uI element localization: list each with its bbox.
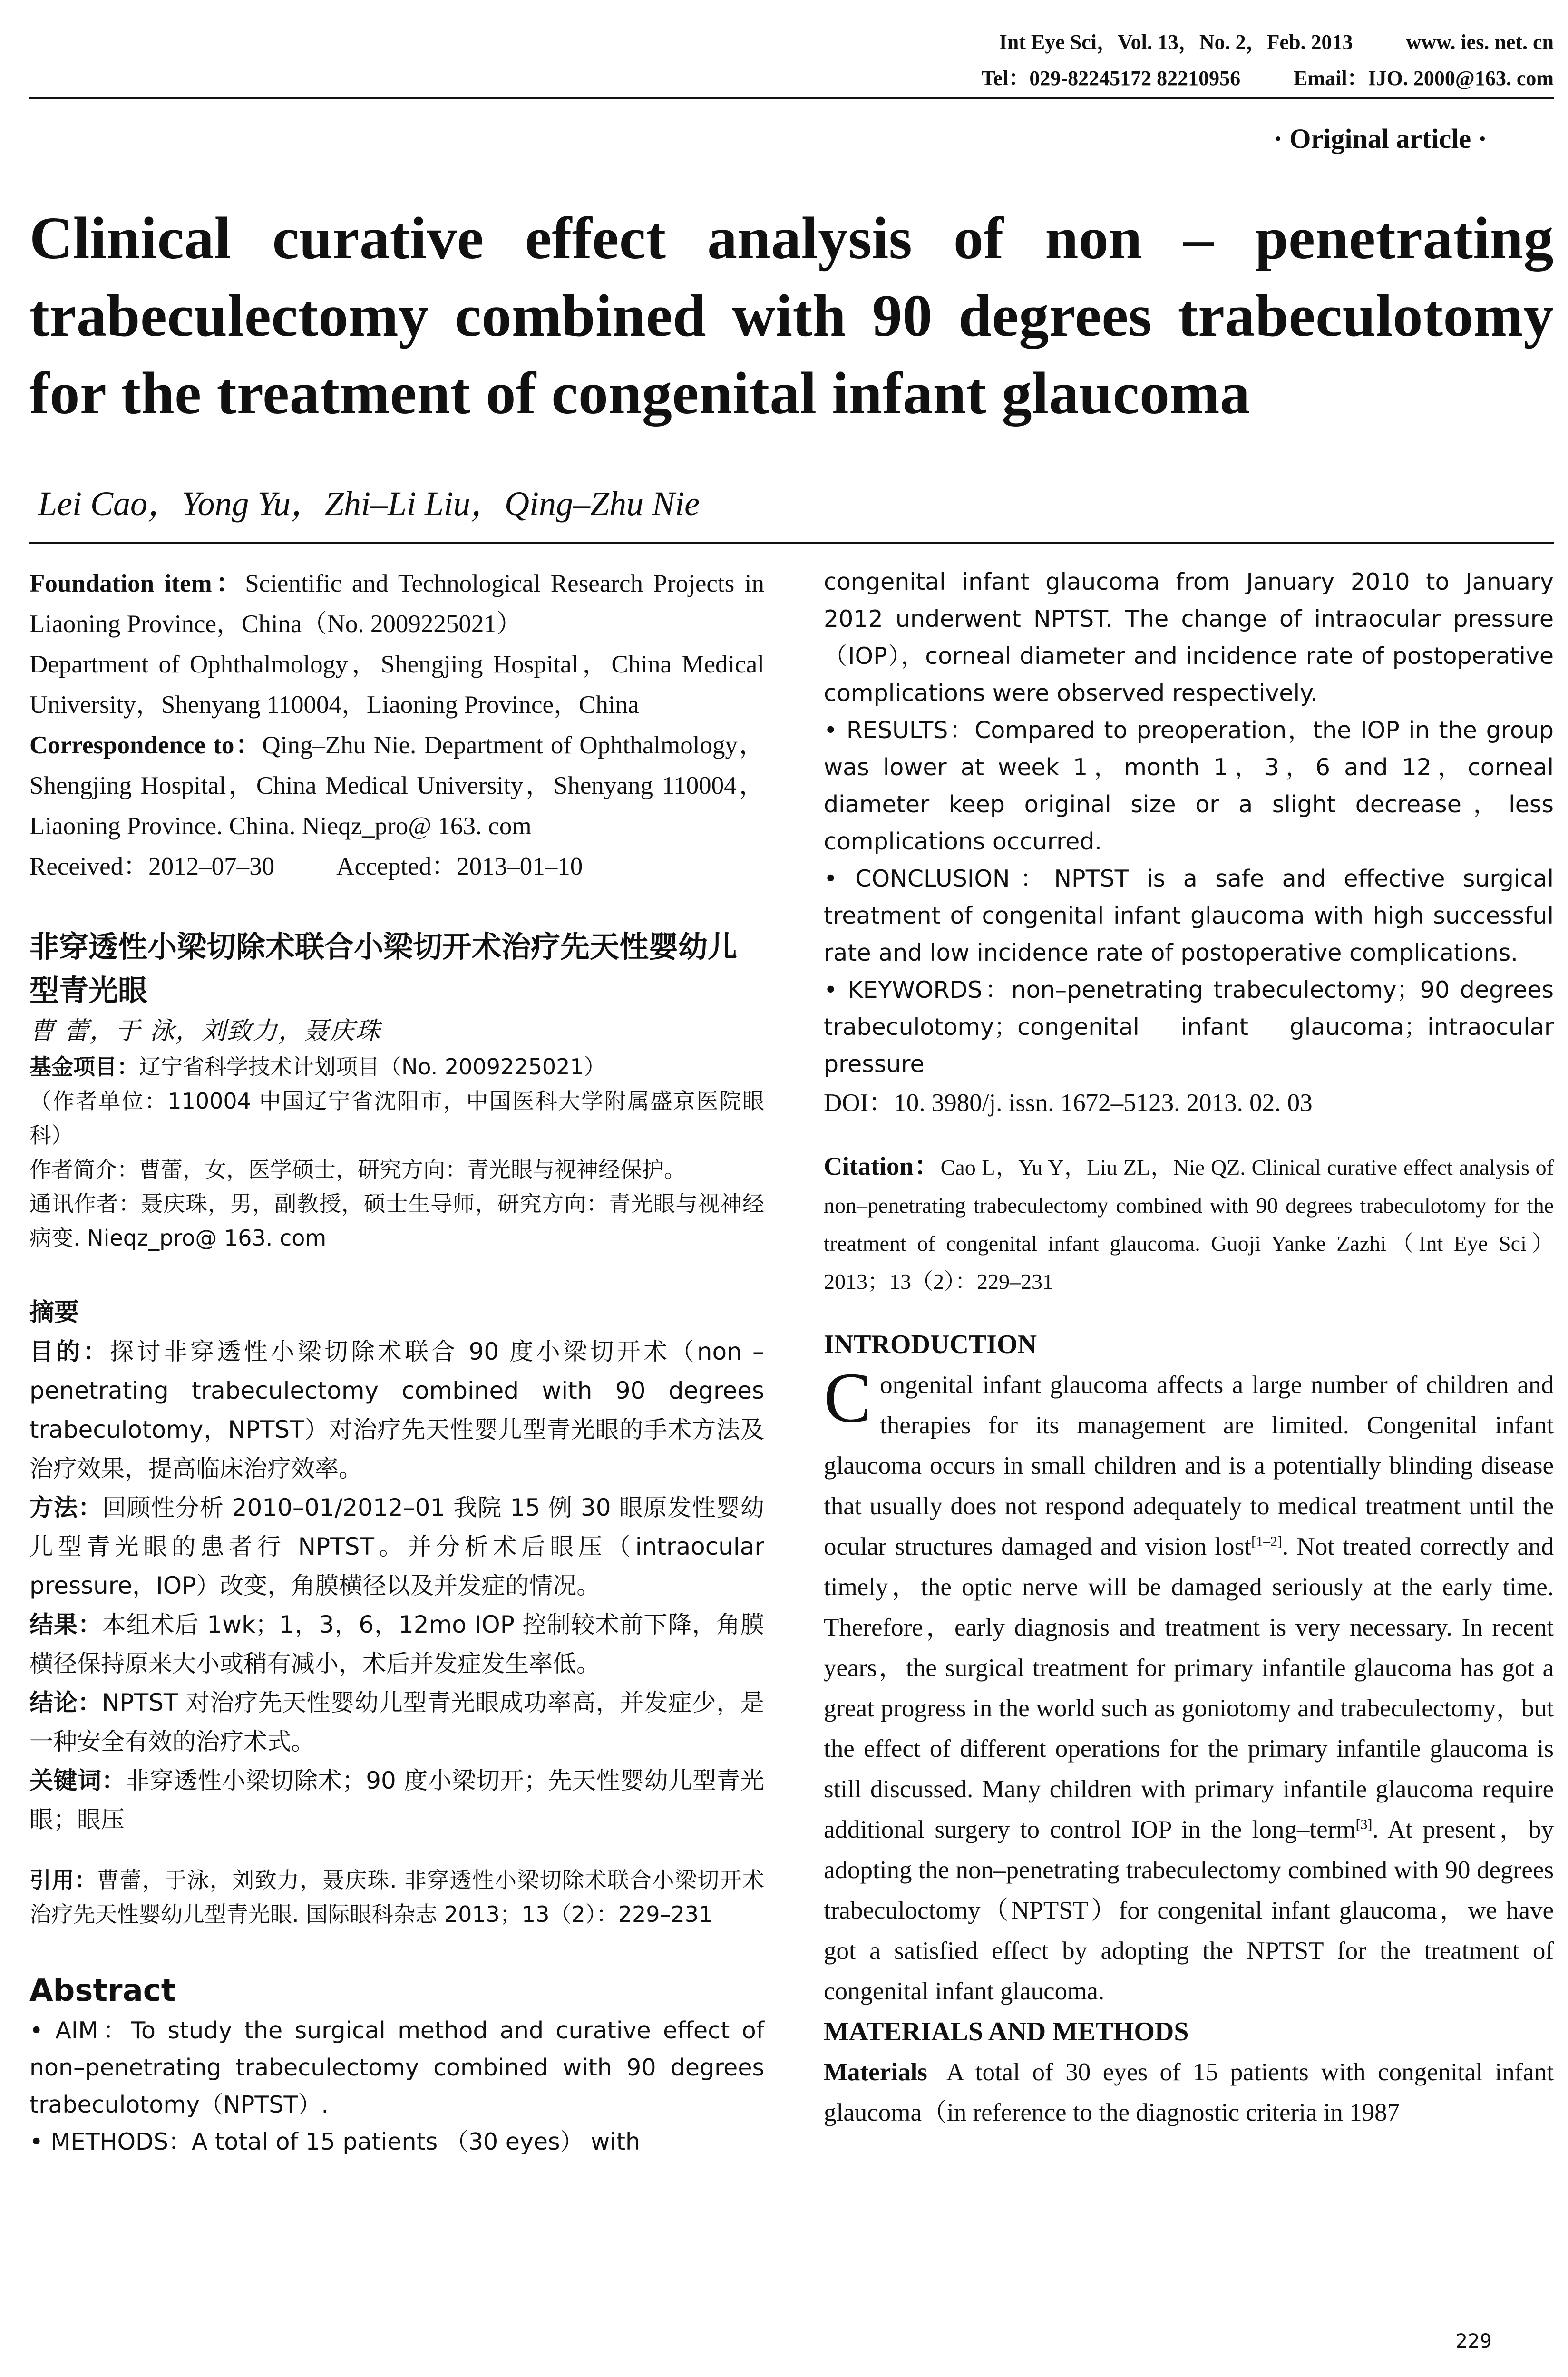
title-rule (29, 542, 1554, 544)
chinese-title: 非穿透性小梁切除术联合小梁切开术治疗先天性婴幼儿型青光眼 (29, 929, 738, 1008)
aim-text: To study the surgical method and curative effect of non–penetrating trabeculectomy combined with 90 degrees trabeculotomy（NPTST）. (29, 2017, 764, 2118)
department: Department of Ophthalmology，Shengjing Hospital，China Medical University，Shenyang 110004，Liaoning Province，China (29, 651, 764, 719)
aim-label: • AIM： (29, 2017, 131, 2044)
article-type-tag: · Original article · (1273, 123, 1487, 154)
chinese-citation (29, 1863, 764, 1931)
author-list: Lei Cao，Yong Yu，Zhi–Li Liu，Qing–Zhu Nie (38, 485, 700, 523)
intro-part2: . Not treated correctly and timely，the optic nerve will be damaged seriously at the early time. Therefore，early diagnosis and treatment is very necessary. In recent years，the surgical treatment for primary infantile glaucoma has got a great progress in the world such as goniotomy and trabeculectomy，but the effect of different operations for the primary infantile glaucoma is still discussed. Many children with primary infantile glaucoma require additional surgery to control IOP in the long–term (824, 1533, 1554, 1843)
materials-methods-heading: MATERIALS AND METHODS (824, 2017, 1189, 2046)
chinese-conclusion-label: 结论： (29, 1689, 102, 1716)
journal-tel: Tel：029-82245172 82210956 (981, 67, 1241, 90)
chinese-abstract-heading: 摘要 (29, 1298, 79, 1327)
foundation-label: Foundation item： (29, 570, 245, 597)
results-label: • RESULTS： (824, 717, 975, 744)
abstract-aim (29, 2012, 764, 2124)
chinese-aim-text: 探讨非穿透性小梁切除术联合 90 度小梁切开术（non – penetrating trabeculectomy combined with 90 degrees trabeculotomy，NPTST）对治疗先天性婴儿型青光眼的手术方法及治疗效果，提高临床治疗效率。 (29, 1338, 765, 1482)
abstract-keywords (824, 972, 1554, 1083)
page-number: 229 (1455, 2330, 1492, 2352)
chinese-fund-label: 基金项目： (29, 1054, 139, 1080)
correspondence (29, 725, 764, 847)
journal-citation: Int Eye Sci，Vol. 13，No. 2，Feb. 2013 (999, 30, 1353, 54)
drop-cap: C (824, 1358, 872, 1437)
intro-part1: ongenital infant glaucoma affects a large number of children and therapies for its management are limited. Congenital infant glaucoma occurs in small children and is a potentially blinding disease that usually does not respond adequately to medical treatment until the ocular structures damaged and vision lost (824, 1371, 1554, 1560)
foundation-text: Scientific and Technological Research Projects in Liaoning Province，China（No. 2009225021） (29, 570, 764, 638)
chinese-citation-label: 引用： (29, 1867, 97, 1893)
chinese-result-text: 本组术后 1wk；1，3，6，12mo IOP 控制较术前下降，角膜横径保持原来大小或稍有减小，术后并发症发生率低。 (29, 1611, 764, 1677)
abstract-methods-cont: congenital infant glaucoma from January 2010 to January 2012 underwent NPTST. The change of intraocular pressure（IOP），corneal diameter and incidence rate of postoperative complications were observed respectively. (824, 568, 1554, 707)
received-date: Received：2012–07–30 (29, 853, 275, 880)
chinese-keywords-label: 关键词： (29, 1767, 126, 1794)
journal-email: Email：IJO. 2000@163. com (1294, 67, 1554, 90)
correspondence-text: Qing–Zhu Nie. Department of Ophthalmology，Shengjing Hospital，China Medical University，Shenyang 110004，Liaoning Province. China. Nieqz_pro@ 163. com (29, 731, 765, 840)
chinese-method-text: 回顾性分析 2010–01/2012–01 我院 15 例 30 眼原发性婴幼儿型青光眼的患者行 NPTST。并分析术后眼压（intraocular pressure，IOP）改变，角膜横径以及并发症的情况。 (29, 1494, 764, 1599)
citation-text: Cao L，Yu Y，Liu ZL，Nie QZ. Clinical curative effect analysis of non–penetrating trabeculectomy combined with 90 degrees trabeculotomy for the treatment of congenital infant glaucoma. Guoji Yanke Zazhi（Int Eye Sci）2013；13（2）：229–231 (824, 1155, 1554, 1294)
citation-label: Citation： (824, 1152, 941, 1180)
chinese-fund (29, 1050, 764, 1084)
abstract-heading: Abstract (29, 1973, 176, 2008)
correspondence-label: Correspondence to： (29, 731, 263, 759)
materials-text (824, 2052, 1554, 2133)
article-title: Clinical curative effect analysis of non – penetrating trabeculectomy combined with 90 degrees trabeculotomy for the treatment of congenital infant glaucoma (29, 205, 1554, 427)
chinese-citation-text: 曹蕾，于泳，刘致力，聂庆珠. 非穿透性小梁切除术联合小梁切开术治疗先天性婴幼儿型青光眼. 国际眼科杂志 2013；13（2）：229–231 (29, 1867, 765, 1927)
chinese-authors: 曹 蕾，于 泳，刘致力，聂庆珠 (29, 1017, 381, 1045)
chinese-fund-text: 辽宁省科学技术计划项目（No. 2009225021） (139, 1054, 606, 1080)
running-header-line2 (981, 61, 1554, 91)
conclusion-label: • CONCLUSION： (824, 865, 1054, 892)
reference-1-2: [1–2] (1251, 1533, 1282, 1549)
materials-body: A total of 30 eyes of 15 patients with congenital infant glaucoma（in reference to the diagnostic criteria in 1987 (824, 2058, 1554, 2126)
chinese-conclusion (29, 1683, 764, 1761)
methods-text-start: A total of 15 patients （30 eyes） with (191, 2128, 641, 2155)
chinese-conclusion-text: NPTST 对治疗先天性婴幼儿型青光眼成功率高，并发症少，是一种安全有效的治疗术式。 (29, 1689, 765, 1755)
citation (824, 1147, 1554, 1301)
chinese-method (29, 1488, 764, 1605)
dates (29, 847, 764, 887)
doi: DOI：10. 3980/j. issn. 1672–5123. 2013. 02. 03 (824, 1089, 1313, 1117)
methods-label: • METHODS： (29, 2128, 192, 2155)
chinese-keywords (29, 1761, 764, 1839)
running-header-line1 (999, 25, 1554, 55)
intro-part3: . At present，by adopting the non–penetrating trabeculectomy combined with 90 degrees trabeculoctomy（NPTST）for congenital infant glaucoma，we have got a satisfied effect by adopting the NPTST for the treatment of congenital infant glaucoma. (824, 1816, 1554, 2005)
right-column (824, 564, 1554, 2133)
introduction-text (824, 1358, 1554, 2012)
chinese-result (29, 1605, 764, 1683)
chinese-result-label: 结果： (29, 1611, 102, 1638)
chinese-method-label: 方法： (29, 1494, 103, 1521)
accepted-date: Accepted：2013–01–10 (336, 853, 583, 880)
conclusion-text: NPTST is a safe and effective surgical treatment of congenital infant glaucoma with high successful rate and low incidence rate of postoperative complications. (824, 865, 1554, 966)
results-text: Compared to preoperation，the IOP in the group was lower at week 1，month 1，3，6 and 12，corneal diameter keep original size or a slight decrease，less complications occurred. (824, 717, 1554, 855)
reference-3: [3] (1355, 1816, 1373, 1832)
left-column (29, 564, 764, 2161)
chinese-keywords-text: 非穿透性小梁切除术；90 度小梁切开；先天性婴幼儿型青光眼；眼压 (29, 1767, 765, 1833)
abstract-results (824, 712, 1554, 860)
abstract-methods-start (29, 2124, 764, 2161)
chinese-affiliation: （作者单位：110004 中国辽宁省沈阳市，中国医科大学附属盛京医院眼科） (29, 1088, 764, 1148)
introduction-heading: INTRODUCTION (824, 1330, 1037, 1359)
materials-label: Materials (824, 2058, 927, 2086)
chinese-aim-label: 目的： (29, 1338, 110, 1365)
foundation-item (29, 564, 764, 644)
keywords-label: • KEYWORDS： (824, 976, 1012, 1003)
chinese-correspondence: 通讯作者：聂庆珠，男，副教授，硕士生导师，研究方向：青光眼与视神经病变. Nieqz_pro@ 163. com (29, 1191, 764, 1251)
abstract-conclusion (824, 860, 1554, 972)
keywords-text: non–penetrating trabeculectomy；90 degrees trabeculotomy；congenital infant glaucoma；intraocular pressure (824, 976, 1554, 1078)
chinese-aim (29, 1332, 764, 1488)
journal-website: www. ies. net. cn (1406, 30, 1554, 54)
chinese-author-bio: 作者简介：曹蕾，女，医学硕士，研究方向：青光眼与视神经保护。 (29, 1157, 686, 1182)
header-rule (29, 97, 1554, 99)
